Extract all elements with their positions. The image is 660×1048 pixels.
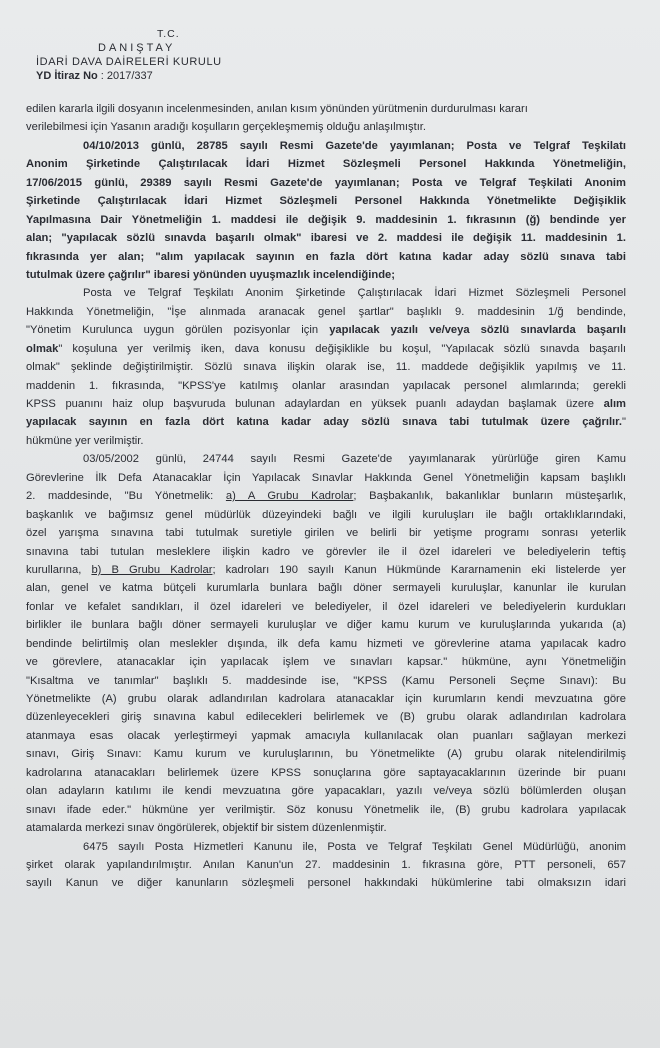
text-line [26, 764, 626, 782]
bold-text: fıkrasında yer alan; "alım yapılacak sayının en fazla dört katına kadar aday sözlü sınava tabi [26, 250, 626, 263]
text-run: hükmüne yer verilmiştir. [26, 434, 144, 447]
text-line [26, 653, 626, 671]
text-run: ve görevlere, atanacaklar için yapılacak işlem ve sınavları kapsar." hükmüne, aynı Yönetmeliğin [26, 656, 626, 669]
text-line [26, 155, 626, 173]
text-line [26, 211, 626, 229]
text-line [26, 524, 626, 542]
text-run: maddenin 1. fıkrasında, "KPSS'ye katılmış olanlar arasından yapılacak personel alımlarında; gerekli [26, 379, 626, 392]
underlined-text: b) B Grubu Kadrolar [91, 563, 213, 576]
text-line [26, 838, 626, 856]
bold-text: Anonim Şirketinde Çalıştırılacak İdari Hizmet Sözleşmeli Personel Hakkında Yönetmeliğin, [26, 158, 626, 171]
text-line [26, 377, 626, 395]
text-run: olan adayların katılımı ile kendi mevzuatına göre yapacakları, yazılı ve/veya sözlü bölümlerden oluşan [26, 785, 626, 798]
text-run: düzenleyecekleri giriş sınavına kabul edilecekleri belirlemek ve (B) grubu olarak adlandırılan kadrolara [26, 711, 626, 724]
text-line [26, 616, 626, 634]
text-line [26, 469, 626, 487]
text-line [26, 487, 626, 505]
text-line [26, 856, 626, 874]
text-run: kadrolarına atanacakları belirlemek üzere KPSS sonuçlarına göre saptayacaklarının üzerinde bir puanı [26, 766, 626, 779]
objection-number-value: 2017/337 [106, 70, 153, 82]
board-name: İDARİ DAVA DAİRELERİ KURULU [36, 56, 222, 68]
text-run: kurullarına, [26, 563, 92, 576]
bold-text: 04/10/2013 günlü, 28785 sayılı Resmi Gazete'de yayımlanan; Posta ve Telgraf Teşkilatı [83, 139, 626, 152]
court-name: DANIŞTAY [98, 42, 176, 54]
text-line [26, 598, 626, 616]
text-run: ; Başbakanlık, bakanlıklar bunların müsteşarlık, [353, 490, 626, 503]
text-run: özel yarışma sınavına tabi tutulmak suretiyle girilen ve belirli bir yetişme programı sonrası yeterlik [26, 527, 626, 540]
text-run: Hakkında Yönetmeliğin, "İşe alınmada aranacak genel şartlar" başlıklı 9. maddesinin 1/ğ bendinde, [26, 305, 626, 318]
underlined-text: a) A Grubu Kadrolar [225, 490, 354, 503]
bold-text: 17/06/2015 günlü, 29389 sayılı Resmi Gazete'de yayımlanan; Posta ve Telgraf Teşkilati Anonim [26, 176, 626, 189]
text-line [26, 100, 626, 118]
text-line [26, 672, 626, 690]
text-line [26, 174, 626, 192]
text-line [26, 543, 626, 561]
document-body [26, 100, 626, 893]
text-run: "Yönetim Kurulunca uygun görülen pozisyonlar için [26, 324, 330, 337]
text-run: 6475 sayılı Posta Hizmetleri Kanunu ile, Posta ve Telgraf Teşkilatı Genel Müdürlüğü, anonim [83, 840, 626, 853]
text-run: atamalarda merkezi sınav öngörülerek, objektif bir sistem düzenlenmiştir. [26, 822, 387, 835]
text-run: 03/05/2002 günlü, 24744 sayılı Resmi Gazete'de yayımlanarak yürürlüğe giren Kamu [83, 453, 626, 466]
text-line [26, 708, 626, 726]
text-run: Posta ve Telgraf Teşkilatı Anonim Şirketinde Çalıştırılacak İdari Hizmet Sözleşmeli Personel [83, 287, 626, 300]
text-line [26, 561, 626, 579]
text-line [26, 284, 626, 302]
text-line [26, 745, 626, 763]
text-line [26, 874, 626, 892]
text-line [26, 635, 626, 653]
text-line [26, 432, 626, 450]
bold-text: yapılacak sayının en fazla dört katına kadar aday sözlü sınava tabi tutulmak üzere çağrılır. [26, 416, 623, 429]
objection-number-label: YD İtiraz No [36, 70, 98, 82]
text-line [26, 229, 626, 247]
text-line [26, 579, 626, 597]
bold-text: Şirketinde Çalıştırılacak İdari Hizmet Sözleşmeli Personel Hakkında Yönetmelikte Değişiklik [26, 195, 626, 208]
bold-text: yapılacak yazılı ve/veya sözlü sınavlarda başarılı [329, 324, 626, 337]
text-line [26, 321, 626, 339]
text-line [26, 727, 626, 745]
text-line [26, 303, 626, 321]
objection-number-separator: : [97, 70, 107, 82]
text-run: birlikler ile bunlara bağlı döner sermayeli kuruluşlar ve diğer kamu kurum ve kuruluşlarında yukarıda (a) [26, 619, 626, 632]
text-run: olmak" şeklinde değiştirilmiştir. Sözlü sınava ilişkin olarak ise, 11. maddede değişiklik yapılmış ve 11. [26, 361, 626, 374]
text-line [26, 340, 626, 358]
text-line [26, 413, 626, 431]
text-line [26, 137, 626, 155]
text-line [26, 266, 626, 284]
bold-text: Yapılmasına Dair Yönetmeliğin 1. maddesi ile değişik 9. maddesinin 1. fıkrasının (ğ) bendinde yer [26, 213, 626, 226]
text-line [26, 248, 626, 266]
text-line [26, 819, 626, 837]
text-line [26, 801, 626, 819]
text-line [26, 506, 626, 524]
tc-heading: T.C. [157, 28, 180, 40]
text-run: bendinde belirtilmiş olan meslekler dışında, ilk defa kamu hizmeti ve görevlerine atama yapılacak kadro [26, 637, 626, 650]
text-run: fonlar ve kefalet sandıkları, il özel idareleri ve belediyeler, il özel idareleri ve belediyelerin kurdukları [26, 600, 626, 613]
bold-text: tutulmak üzere çağrılır" ibaresi yönünden uyuşmazlık incelendiğinde; [26, 268, 395, 281]
text-run: 2. maddesinde, "Bu Yönetmelik: [26, 490, 226, 503]
text-run: atanmaya esas olacak yerleştirmeyi yapmak amacıyla kullanılacak olan puanları sağlayan merkezi [26, 729, 626, 742]
text-run: Görevlerine İlk Defa Atanacaklar İçin Yapılacak Sınavlar Hakkında Genel Yönetmeliğin kapsam başlıklı [26, 471, 626, 484]
text-run: ; kadroları 190 sayılı Kanun Hükmünde Kararnamenin eki listelerde yer [212, 563, 626, 576]
text-line [26, 192, 626, 210]
text-line [26, 358, 626, 376]
text-line [26, 395, 626, 413]
bold-text: alan; "yapılacak sözlü sınavda başarılı olmak" ibaresi ve 2. maddesi ile değişik 11. maddesinin 1. [26, 232, 626, 245]
text-run: verilebilmesi için Yasanın aradığı koşulların gerçekleşmemiş olduğu anlaşılmıştır. [26, 121, 427, 134]
text-run: şirket olarak yapılandırılmıştır. Anılan Kanun'un 27. maddesinin 1. fıkrasına göre, PTT personeli, 657 [26, 858, 626, 871]
text-line [26, 118, 626, 136]
text-run: " [622, 416, 626, 429]
text-line [26, 690, 626, 708]
text-run: sınavına tabi tutulan mesleklere ilişkin kadro ve görevler ile il özel idareleri ve belediyelerin teftiş [26, 545, 626, 558]
text-run: sayılı Kanun ve diğer kanunların sözleşmeli personel hakkındaki hükümlerine tabi olmaksızın idari [26, 877, 626, 890]
text-run: Yönetmelikte (A) grubu olarak adlandırılan kadrolara atanacaklar için kurumların kendi mevzuatına göre [26, 693, 626, 705]
text-run: KPSS puanını haiz olup başvuruda bulunan adaylardan en yüksek puanlı adaydan başlamak üzere [26, 398, 604, 410]
text-run: edilen kararla ilgili dosyanın incelenmesinden, anılan kısım yönünden yürütmenin durdurulması kararı [26, 103, 528, 115]
objection-number [36, 70, 153, 82]
text-run: başkanlık ve bağımsız genel müdürlük düzeyindeki bağlı ve ilgili kuruluşları ile bağlı ortaklıklarındaki, [26, 508, 626, 521]
text-run: sınavı, Giriş Sınavı: Kamu kurum ve kuruluşlarının, bu Yönetmelikte (A) grubu olarak nitelendirilmiş [26, 748, 626, 761]
bold-text: alım [603, 398, 626, 410]
text-run: sınavı ifade eder." hükmüne yer verilmiştir. Söz konusu Yönetmelik ile, (B) grubu kadrolara yapılacak [26, 803, 626, 816]
text-run: "Kısaltma ve tanımlar" başlıklı 5. maddesinde ise, "KPSS (Kamu Personeli Seçme Sınavı): Bu [26, 674, 626, 687]
text-run: alan, genel ve katma bütçeli kurumlarla bunlara bağlı döner sermayeli kuruluşlar, kanunlar ile kurulan [26, 582, 626, 595]
bold-text: olmak [26, 342, 59, 355]
text-run: " koşuluna yer verilmiş iken, dava konusu değişiklikle bu koşul, "Yapılacak sözlü sınavda başarılı [58, 342, 626, 355]
text-line [26, 782, 626, 800]
text-line [26, 450, 626, 468]
